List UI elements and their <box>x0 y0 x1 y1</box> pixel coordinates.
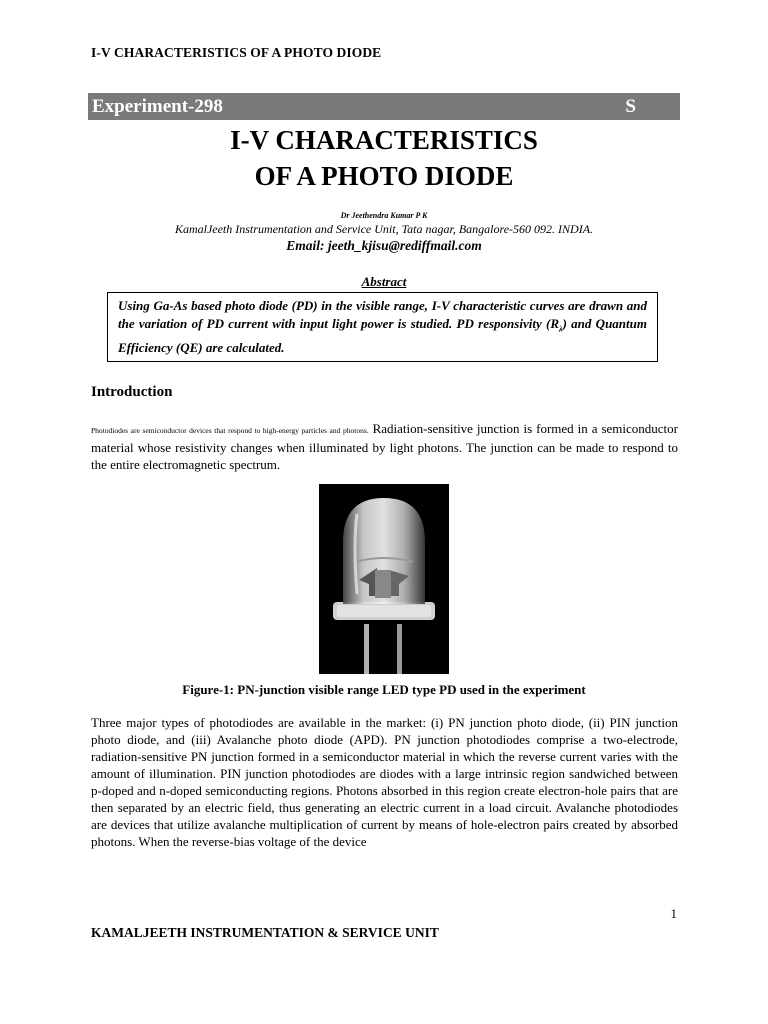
body-paragraph: Three major types of photodiodes are available in the market: (i) PN junction photo diode, (ii) PIN junction photo diode, and (iii) Avalanche photo diode (APD). PN junction photodiodes comprise a two-electrode, radiation-sensitive PN junction formed in a semiconductor material in which the reverse current varies with the amount of illumination. PIN junction photodiodes are diodes with a large intrinsic region sandwiched between p-doped and n-doped semiconducting regions. Photons absorbed in this region create electron-hole pairs that are then separated by an electric field, thus generating an electric current in a load circuit. Avalanche photodiodes are devices that utilize avalanche multiplication of current by means of hole-electron pairs created by absorbed photons. When the reverse-bias voltage of the device <box>91 715 678 849</box>
photodiode-image <box>319 484 449 674</box>
experiment-bar <box>88 93 680 120</box>
author-affiliation: KamalJeeth Instrumentation and Service Unit, Tata nagar, Bangalore-560 092. INDIA. <box>174 222 594 236</box>
introduction-text: Radiation-sensitive junction is formed in a semiconductor material whose resistivity changes when illuminated by light photons. The junction can be made to respond to the entire electromagnetic spectrum. <box>91 421 678 472</box>
author-name: Dr Jeethendra Kumar P K <box>340 211 428 220</box>
running-header: I-V CHARACTERISTICS OF A PHOTO DIODE <box>91 45 382 60</box>
abstract-subscript: λ <box>559 324 563 334</box>
introduction-paragraph <box>91 420 678 473</box>
page-number: 1 <box>670 906 677 921</box>
photodiode-figure <box>319 484 449 674</box>
series-mark: S <box>625 96 636 117</box>
abstract-heading: Abstract <box>361 274 407 289</box>
introduction-heading: Introduction <box>91 384 173 400</box>
page-footer: KAMALJEETH INSTRUMENTATION & SERVICE UNIT <box>91 925 439 940</box>
experiment-number: Experiment-298 <box>92 96 223 117</box>
abstract-box <box>107 292 658 362</box>
title-line-1: I-V CHARACTERISTICS <box>230 125 538 155</box>
author-email: Email: jeeth_kjisu@rediffmail.com <box>286 238 482 253</box>
introduction-small-text: Photodiodes are semiconductor devices that respond to high-energy particles and photons. <box>91 426 369 435</box>
paper-title <box>88 122 680 194</box>
title-line-2: OF A PHOTO DIODE <box>254 161 514 191</box>
figure-caption: Figure-1: PN-junction visible range LED type PD used in the experiment <box>182 682 586 697</box>
abstract-text-start: Using Ga-As based photo diode (PD) in the visible range, I-V characteristic curves are drawn and the variation of PD current with input light power is studied. PD responsivity (R <box>118 298 647 331</box>
abstract-text-end: ) and Quantum Efficiency (QE) are calculated. <box>118 316 647 355</box>
